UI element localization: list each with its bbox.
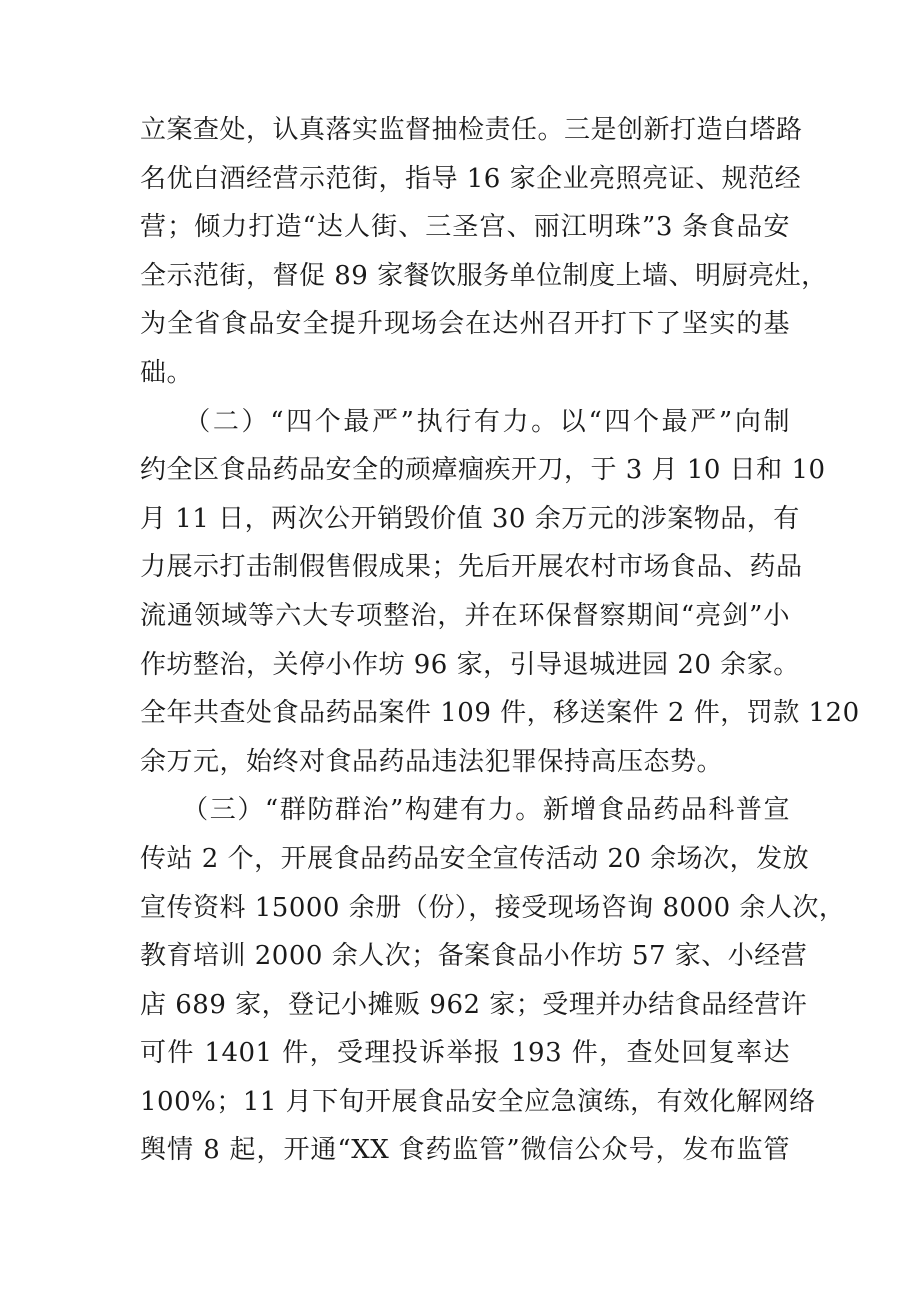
text-line: （二）“四个最严”执行有力。以“四个最严”向制 (140, 406, 790, 437)
text-line: 名优白酒经营示范街，指导 16 家企业亮照亮证、规范经 (140, 163, 802, 194)
body-text (140, 106, 860, 1175)
text-line: 100%；11 月下旬开展食品安全应急演练，有效化解网络 (140, 1086, 816, 1117)
text-line: 宣传资料 15000 余册（份），接受现场咨询 8000 余人次， (140, 892, 846, 923)
text-line: 传站 2 个，开展食品药品安全宣传活动 20 余场次，发放 (140, 843, 810, 874)
text-line: 月 11 日，两次公开销毁价值 30 余万元的涉案物品，有 (140, 503, 800, 534)
text-line: 店 689 家，登记小摊贩 962 家；受理并办结食品经营许 (140, 989, 808, 1020)
text-line: 全年共查处食品药品案件 109 件，移送案件 2 件，罚款 120 (140, 698, 860, 729)
text-line: 营；倾力打造“达人街、三圣宫、丽江明珠”3 条食品安 (140, 212, 790, 243)
text-line: 为全省食品安全提升现场会在达州召开打下了坚实的基 (140, 309, 790, 340)
text-line: 教育培训 2000 余人次；备案食品小作坊 57 家、小经营 (140, 941, 808, 972)
text-line: 流通领域等六大专项整治，并在环保督察期间“亮剑”小 (140, 600, 790, 631)
text-line: 全示范街，督促 89 家餐饮服务单位制度上墙、明厨亮灶， (140, 260, 828, 291)
text-line: 作坊整治，关停小作坊 96 家，引导退城进园 20 余家。 (140, 649, 800, 680)
text-line: （三）“群防群治”构建有力。新增食品药品科普宣 (140, 795, 790, 826)
text-line: 约全区食品药品安全的顽瘴痼疾开刀，于 3 月 10 日和 10 (140, 455, 826, 486)
text-line: 力展示打击制假售假成果；先后开展农村市场食品、药品 (140, 552, 803, 583)
text-line: 舆情 8 起，开通“XX 食药监管”微信公众号，发布监管 (140, 1135, 790, 1166)
text-line: 余万元，始终对食品药品违法犯罪保持高压态势。 (140, 746, 724, 777)
text-line: 立案查处，认真落实监督抽检责任。三是创新打造白塔路 (140, 115, 803, 145)
text-line: 础。 (140, 357, 194, 388)
text-line: 可件 1401 件，受理投诉举报 193 件，查处回复率达 (140, 1038, 790, 1069)
